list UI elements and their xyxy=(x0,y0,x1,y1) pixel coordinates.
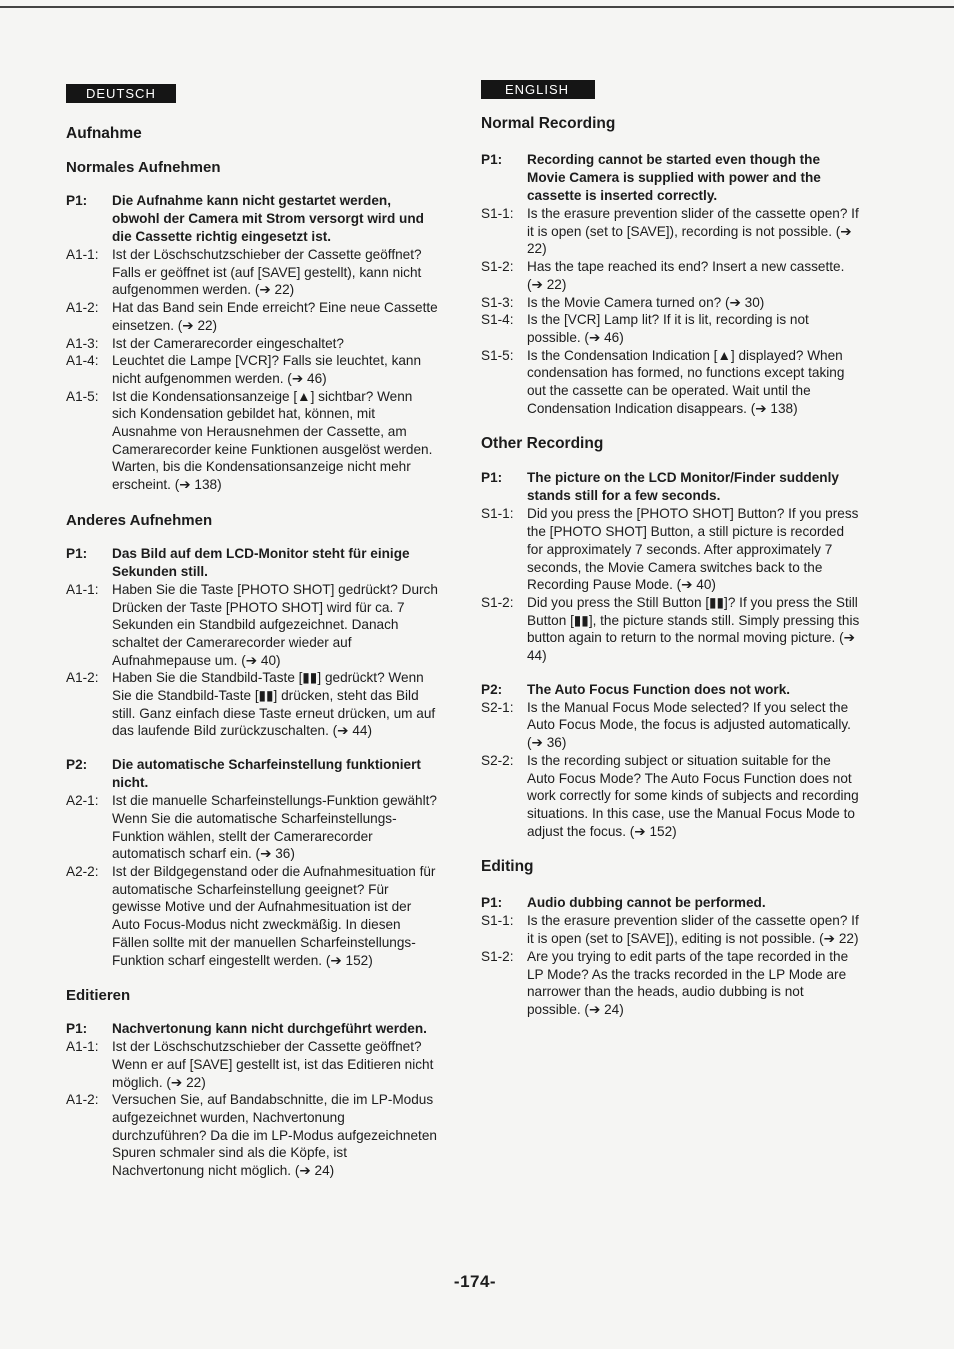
problem-block xyxy=(66,1020,438,1180)
problem-heading xyxy=(66,192,438,246)
problem-heading xyxy=(481,469,861,505)
answer-item xyxy=(66,388,438,494)
answer-text: Did you press the [PHOTO SHOT] Button? If you press the [PHOTO SHOT] Button, a still picture is recorded for approximately 7 seconds. After approximately 7 seconds, the Movie Camera switches back to the Recording Pause Mode. (➔ 40) xyxy=(527,506,859,593)
answer-label: S2-2: xyxy=(481,752,514,768)
problem-label: P1: xyxy=(66,1021,88,1037)
subtitle-other-recording: Other Recording xyxy=(481,435,604,453)
problem-text: The picture on the LCD Monitor/Finder suddenly stands still for a few seconds. xyxy=(527,470,839,504)
answer-label: A1-3: xyxy=(66,335,99,351)
answer-item xyxy=(66,1091,438,1180)
problem-label: P2: xyxy=(66,757,88,773)
answer-item xyxy=(66,335,438,353)
answer-text: Ist der Löschschutzschieber der Cassette geöffnet? Wenn er auf [SAVE] gestellt ist, ist das Editieren nicht möglich. (➔ 22) xyxy=(112,1039,434,1090)
answer-label: S1-1: xyxy=(481,506,514,522)
answer-item xyxy=(481,752,861,841)
problem-block xyxy=(481,681,861,841)
problem-text: Die Aufnahme kann nicht gestartet werden, obwohl der Camera mit Strom versorgt wird und die Cassette richtig eingesetzt ist. xyxy=(112,193,424,244)
answer-text: Is the Condensation Indication [▲] displayed? When condensation has formed, no functions except taking out the cassette can be operated. Wait until the Condensation Indication disappears. (➔ 138) xyxy=(527,347,845,416)
problem-block xyxy=(66,192,438,494)
answer-label: S1-2: xyxy=(481,259,514,275)
answer-text: Haben Sie die Standbild-Taste [▮▮] gedrückt? Wenn Sie die Standbild-Taste [▮▮] drücken, steht das Bild still. Ganz einfach diese Taste erneut drücken, um auf das laufende Bild zurückzuschalten. (➔ 44) xyxy=(112,670,436,739)
answer-text: Are you trying to edit parts of the tape recorded in the LP Mode? As the tracks recorded in the LP Mode are narrower than the heads, audio dubbing is not possible. (➔ 24) xyxy=(527,948,849,1017)
answer-label: A1-2: xyxy=(66,1092,99,1108)
answer-label: S2-1: xyxy=(481,699,514,715)
answer-label: A1-2: xyxy=(66,300,99,316)
answer-item xyxy=(66,352,438,387)
answer-text: Is the erasure prevention slider of the cassette open? If it is open (set to [SAVE]), recording is not possible. (➔ 22) xyxy=(527,206,859,257)
answer-label: S1-3: xyxy=(481,294,514,310)
problem-heading xyxy=(481,894,861,912)
problem-text: Nachvertonung kann nicht durchgeführt werden. xyxy=(112,1021,427,1037)
answer-label: S1-2: xyxy=(481,948,514,964)
answer-label: A2-1: xyxy=(66,793,99,809)
answer-label: A2-2: xyxy=(66,863,99,879)
subtitle-anderes-aufnehmen: Anderes Aufnehmen xyxy=(66,511,213,529)
subtitle-editing: Editing xyxy=(481,858,534,876)
answer-item xyxy=(66,669,438,740)
answer-label: A1-5: xyxy=(66,388,99,404)
answer-label: A1-4: xyxy=(66,353,99,369)
answer-text: Is the Movie Camera turned on? (➔ 30) xyxy=(527,294,765,310)
answer-item xyxy=(66,246,438,299)
answer-label: A1-1: xyxy=(66,1039,99,1055)
answer-text: Leuchtet die Lampe [VCR]? Falls sie leuchtet, kann nicht aufgenommen werden. (➔ 46) xyxy=(112,353,422,386)
problem-heading xyxy=(481,681,861,699)
problem-block xyxy=(66,756,438,969)
page-number: -174- xyxy=(453,1272,497,1291)
answer-item xyxy=(481,311,861,346)
answer-text: Is the recording subject or situation suitable for the Auto Focus Mode? The Auto Focus Function does not work correctly for some kinds of subjects and recording situations. In this case, use the Manual Focus Mode to adjust the focus. (➔ 152) xyxy=(527,752,859,839)
answer-text: Ist der Camerarecorder eingeschaltet? xyxy=(112,335,344,351)
answer-text: Haben Sie die Taste [PHOTO SHOT] gedrückt? Durch Drücken der Taste [PHOTO SHOT] wird für ca. 7 Sekunden ein Standbild aufgezeichnet. Danach schaltet der Camerarecorder wieder auf Aufnahmepause um. (➔ 40) xyxy=(112,581,438,668)
problem-block xyxy=(66,545,438,740)
answer-text: Ist die Kondensationsanzeige [▲] sichtbar? Wenn sich Kondensation gebildet hat, können, mit Ausnahme von Herausnehmen der Cassette, am Camerarecorder keine Funktionen ausgelöst werden. Warten, bis die Kondensationsanzeige nicht mehr erscheint. (➔ 138) xyxy=(112,388,433,493)
problem-text: The Auto Focus Function does not work. xyxy=(527,681,791,697)
answer-item xyxy=(66,792,438,863)
problem-block xyxy=(481,469,861,664)
answer-text: Has the tape reached its end? Insert a new cassette. (➔ 22) xyxy=(527,259,845,292)
subtitle-editieren: Editieren xyxy=(66,987,131,1005)
answer-item xyxy=(66,581,438,670)
answer-label: S1-4: xyxy=(481,312,514,328)
answer-label: A1-2: xyxy=(66,670,99,686)
answer-item xyxy=(481,505,861,594)
problem-label: P1: xyxy=(66,545,88,561)
answer-label: S1-1: xyxy=(481,913,514,929)
answer-text: Did you press the Still Button [▮▮]? If you press the Still Button [▮▮], the picture stands still. Simply pressing this button again to return to the normal moving picture. (➔ 44) xyxy=(527,594,860,664)
answer-label: A1-1: xyxy=(66,581,99,597)
answer-item xyxy=(66,299,438,334)
answer-text: Is the erasure prevention slider of the cassette open? If it is open (set to [SAVE]), editing is not possible. (➔ 22) xyxy=(527,913,859,947)
problem-label: P1: xyxy=(66,193,88,208)
language-badge-english: ENGLISH xyxy=(481,80,595,99)
answer-text: Ist die manuelle Scharfeinstellungs-Funktion gewählt? Wenn Sie die automatische Scharfeinstellungs-Funktion wählen, stellt der Camerarecorder automatisch scharf ein. (➔ 36) xyxy=(112,793,437,862)
answer-text: Ist der Bildgegenstand oder die Aufnahmesituation für automatische Scharfeinstellung geeignet? Für gewisse Motive und der Aufnahmesituation ist der Auto Focus-Modus nicht zweckmäßig. In diesen Fällen sollte mit der manuellen Scharfeinstellungs-Funktion scharf eingestellt werden. (➔ 152) xyxy=(112,863,436,968)
answer-item xyxy=(481,699,861,752)
answer-text: Hat das Band sein Ende erreicht? Eine neue Cassette einsetzen. (➔ 22) xyxy=(112,300,438,333)
problem-label: P1: xyxy=(481,152,503,167)
answer-item xyxy=(481,948,861,1019)
answer-item xyxy=(481,594,861,665)
subtitle-normal-recording: Normal Recording xyxy=(481,115,616,132)
subtitle-normales-aufnehmen: Normales Aufnehmen xyxy=(66,159,221,176)
answer-label: S1-5: xyxy=(481,347,514,363)
answer-item xyxy=(481,294,861,312)
problem-label: P2: xyxy=(481,681,503,697)
answer-text: Is the [VCR] Lamp lit? If it is lit, recording is not possible. (➔ 46) xyxy=(527,312,809,345)
answer-text: Versuchen Sie, auf Bandabschnitte, die im LP-Modus aufgezeichnet wurden, Nachvertonung durchzuführen? Da die im LP-Modus aufgezeichneten Spuren schmaler sind als die Köpfe, ist Nachvertonung nicht möglich. (➔ 24) xyxy=(112,1092,437,1179)
problem-label: P1: xyxy=(481,470,503,486)
problem-block xyxy=(481,151,861,417)
language-badge-deutsch: DEUTSCH xyxy=(66,84,176,103)
problem-heading xyxy=(481,151,861,205)
problem-heading xyxy=(66,545,438,581)
problem-text: Recording cannot be started even though the Movie Camera is supplied with power and the cassette is inserted correctly. xyxy=(527,152,821,203)
answer-item xyxy=(66,863,438,969)
answer-text: Is the Manual Focus Mode selected? If you select the Auto Focus Mode, the focus is adjusted automatically. (➔ 36) xyxy=(527,699,851,751)
problem-text: Die automatische Scharfeinstellung funktioniert nicht. xyxy=(112,757,421,791)
top-rule xyxy=(0,6,954,8)
problem-block xyxy=(481,894,861,1018)
answer-item xyxy=(481,347,861,418)
answer-label: A1-1: xyxy=(66,247,99,262)
answer-item xyxy=(66,1038,438,1091)
german-column xyxy=(66,84,438,1180)
problem-heading xyxy=(66,756,438,792)
answer-item xyxy=(481,912,861,947)
answer-label: S1-1: xyxy=(481,206,514,221)
section-title-aufnahme: Aufnahme xyxy=(66,125,142,142)
problem-label: P1: xyxy=(481,895,503,911)
answer-text: Ist der Löschschutzschieber der Cassette geöffnet? Falls er geöffnet ist (auf [SAVE] gestellt), kann nicht aufgenommen werden. (➔ 22) xyxy=(112,247,422,298)
english-column xyxy=(481,80,861,1019)
problem-text: Audio dubbing cannot be performed. xyxy=(527,895,766,911)
problem-heading xyxy=(66,1020,438,1038)
problem-text: Das Bild auf dem LCD-Monitor steht für einige Sekunden still. xyxy=(112,545,410,579)
answer-item xyxy=(481,258,861,293)
answer-item xyxy=(481,205,861,258)
answer-label: S1-2: xyxy=(481,594,514,610)
